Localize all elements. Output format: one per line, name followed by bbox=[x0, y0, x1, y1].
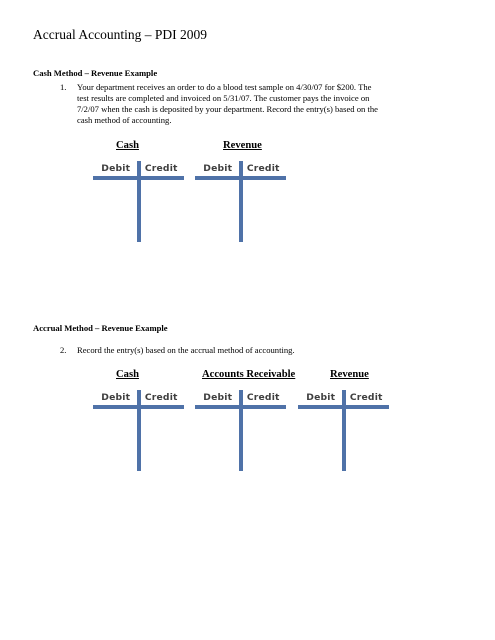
credit-label: Credit bbox=[246, 163, 280, 174]
credit-label: Credit bbox=[144, 392, 178, 403]
revenue-account-label: Revenue bbox=[330, 369, 369, 380]
item-1-line: Your department receives an order to do a blood test sample on 4/30/07 for $200. The bbox=[77, 82, 372, 92]
t-account-bar bbox=[298, 405, 389, 409]
cash-account-label: Cash bbox=[116, 140, 139, 151]
cash-account-label: Cash bbox=[116, 369, 139, 380]
accounts-receivable-account-label: Accounts Receivable bbox=[202, 369, 296, 380]
credit-label: Credit bbox=[144, 163, 178, 174]
t-account-bar bbox=[195, 405, 286, 409]
cash-method-heading: Cash Method – Revenue Example bbox=[33, 68, 158, 78]
debit-label: Debit bbox=[101, 163, 131, 174]
t-account-cash bbox=[93, 161, 184, 242]
debit-label: Debit bbox=[203, 163, 233, 174]
debit-label: Debit bbox=[306, 392, 336, 403]
item-1-text bbox=[77, 82, 477, 126]
t-account-revenue bbox=[298, 390, 389, 471]
t-account-header bbox=[298, 390, 389, 405]
t-account-header bbox=[195, 161, 286, 176]
page-title: Accrual Accounting – PDI 2009 bbox=[33, 27, 207, 42]
item-number-1: 1. bbox=[60, 82, 67, 92]
t-account-bar bbox=[93, 405, 184, 409]
item-1-line: test results are completed and invoiced on 5/31/07. The customer pays the invoice on bbox=[77, 93, 370, 103]
accrual-method-heading: Accrual Method – Revenue Example bbox=[33, 323, 168, 333]
debit-label: Debit bbox=[101, 392, 131, 403]
credit-label: Credit bbox=[246, 392, 280, 403]
item-1-line: 7/2/07 when the cash is deposited by your department. Record the entry(s) based on the bbox=[77, 104, 378, 114]
item-2-line: Record the entry(s) based on the accrual method of accounting. bbox=[77, 345, 295, 355]
t-account-accounts-receivable bbox=[195, 390, 286, 471]
item-2-text bbox=[77, 345, 477, 356]
t-account-header bbox=[195, 390, 286, 405]
revenue-account-label: Revenue bbox=[223, 140, 262, 151]
t-account-header bbox=[93, 390, 184, 405]
t-account-bar bbox=[93, 176, 184, 180]
t-account-cash bbox=[93, 390, 184, 471]
credit-label: Credit bbox=[349, 392, 383, 403]
t-account-revenue bbox=[195, 161, 286, 242]
item-number-2: 2. bbox=[60, 345, 67, 355]
t-account-header bbox=[93, 161, 184, 176]
item-1-line: cash method of accounting. bbox=[77, 115, 172, 125]
t-account-bar bbox=[195, 176, 286, 180]
debit-label: Debit bbox=[203, 392, 233, 403]
